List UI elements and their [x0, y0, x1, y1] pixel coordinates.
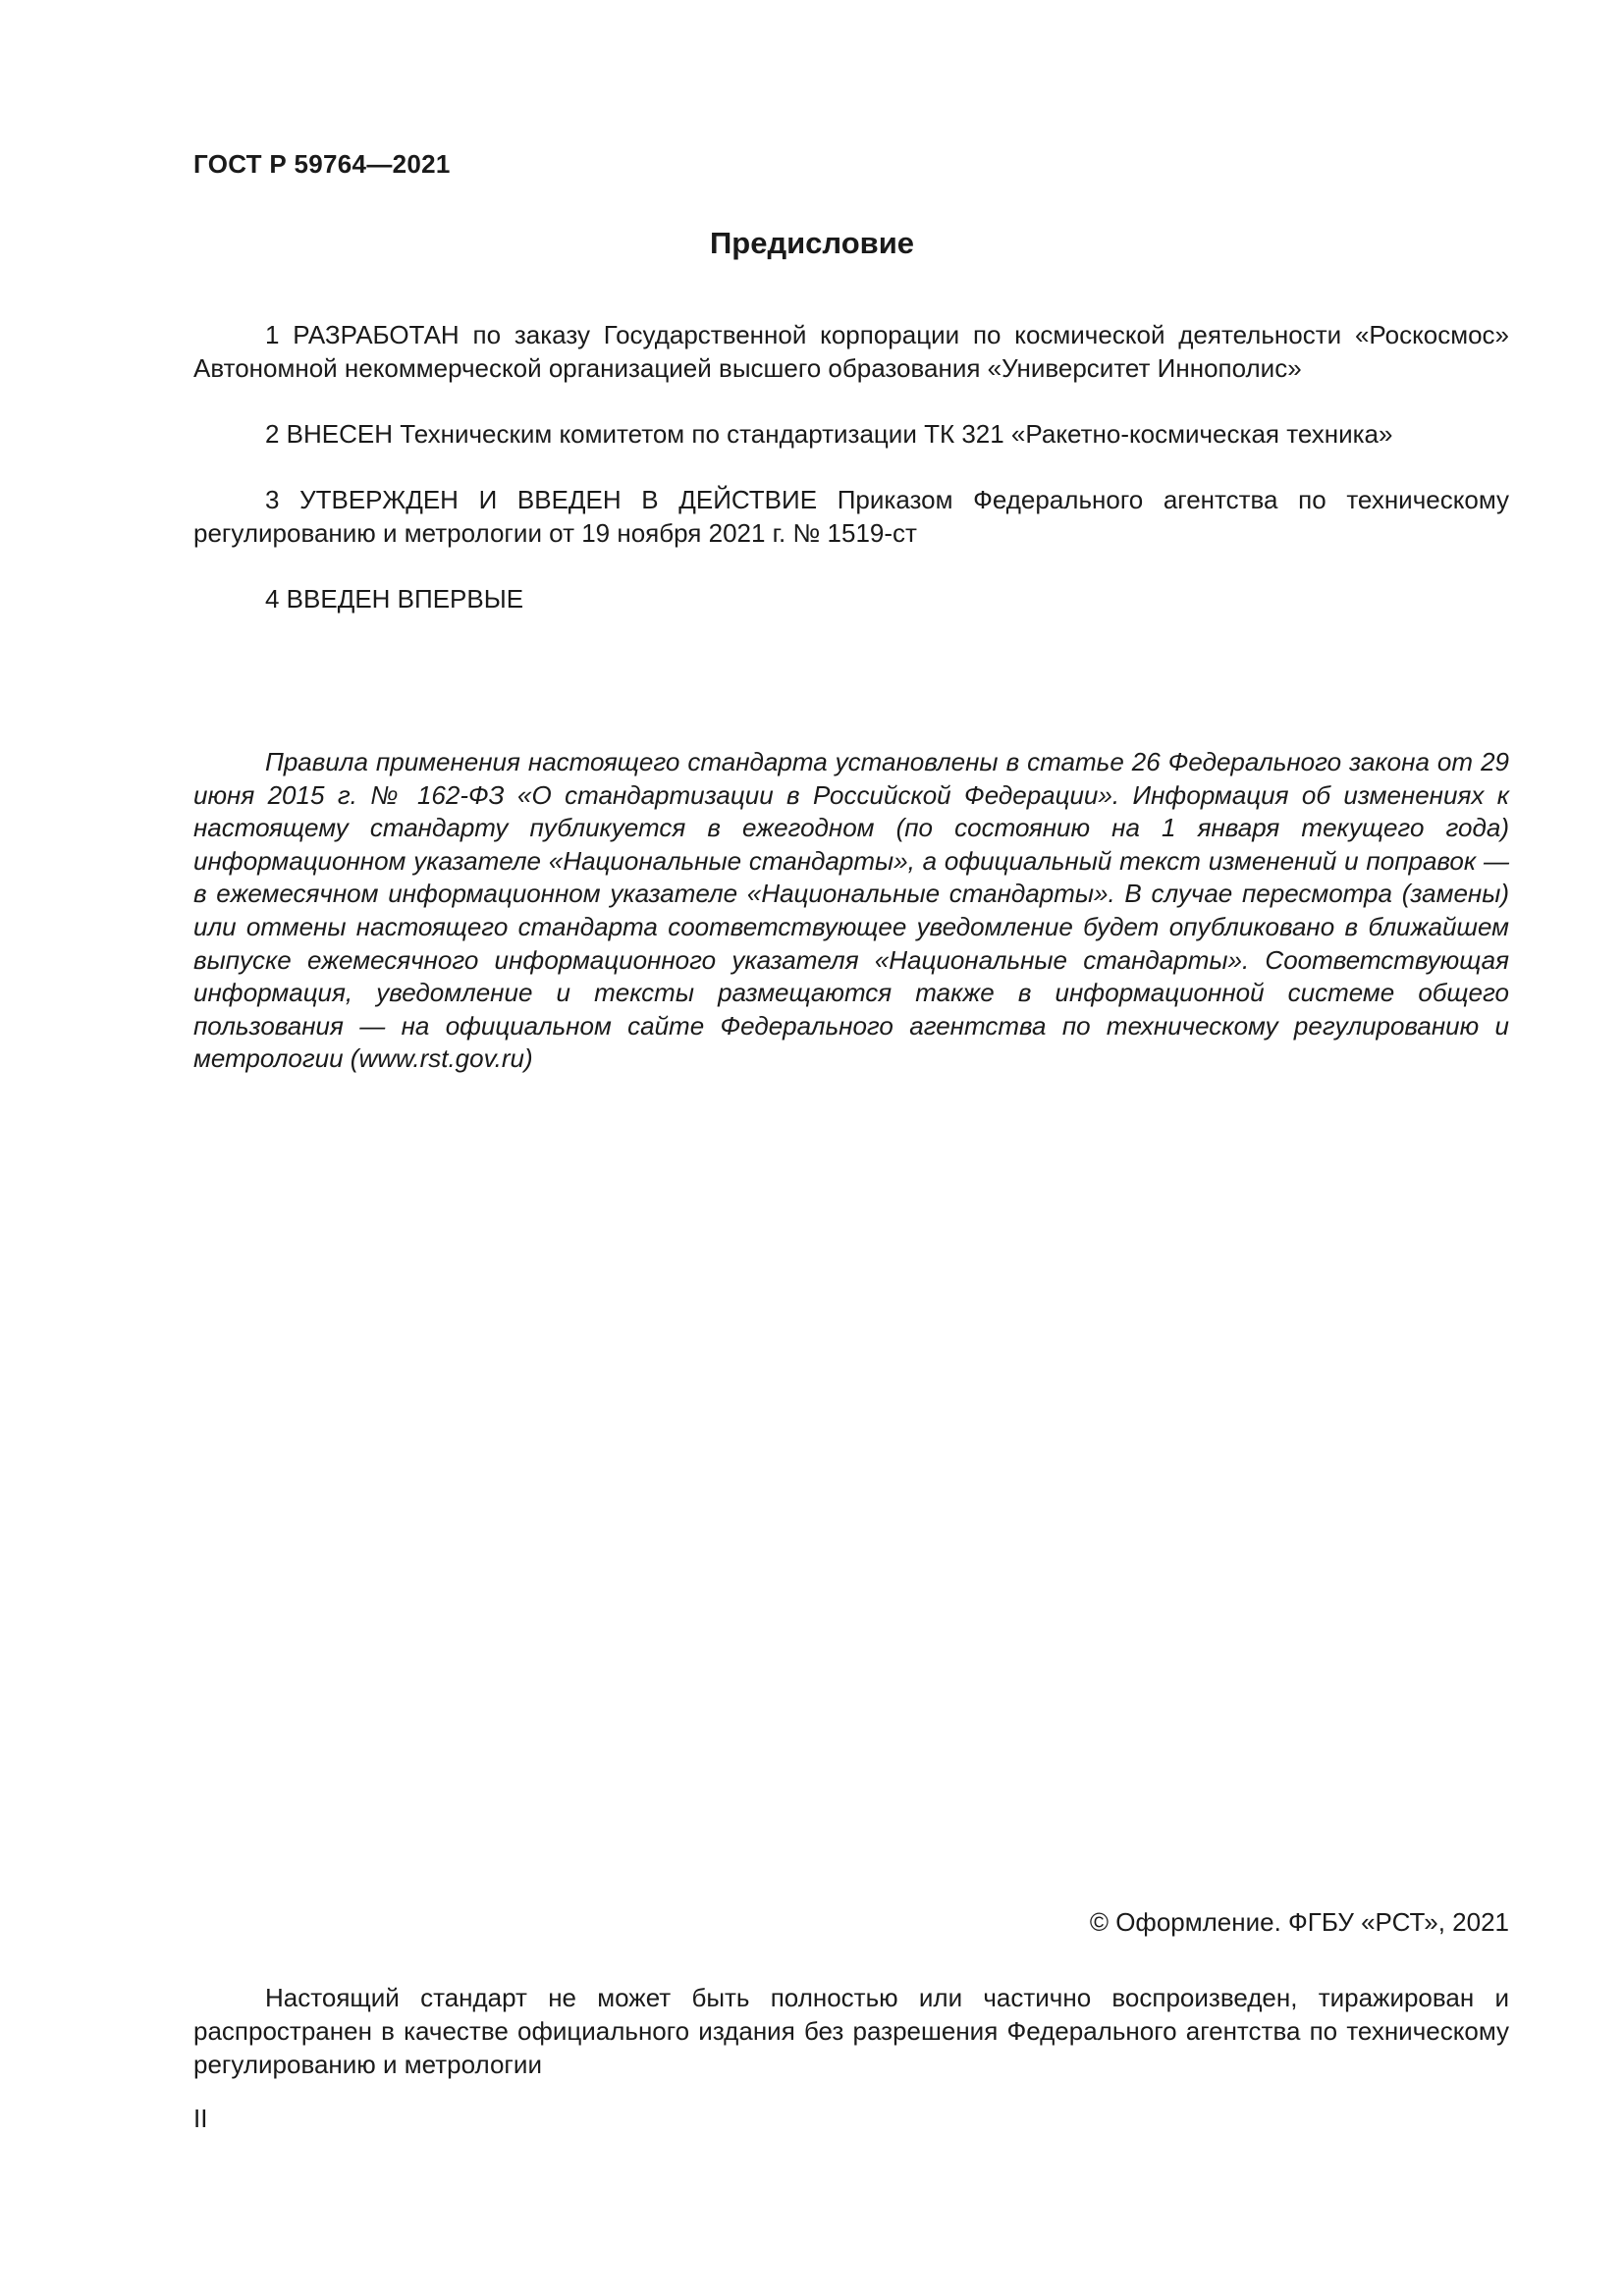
document-id: ГОСТ Р 59764—2021 — [193, 149, 451, 179]
reproduction-restriction: Настоящий стандарт не может быть полностью или частично воспроизведен, тиражирован и распространен в качестве официального издания без разрешения Федерального агентства по техническому регулированию и метрологии — [193, 1983, 1509, 2079]
application-rules-notice: Правила применения настоящего стандарта установлены в статье 26 Федерального закона от 29 июня 2015 г. № 162-ФЗ «О стандартизации в Российской Федерации». Информация об изменениях к настоящему стандарту публикуется в ежегодном (по состоянию на 1 января текущего года) информационном указателе «Национальные стандарты», а официальный текст изменений и поправок — в ежемесячном информационном указателе «Национальные стандарты». В случае пересмотра (замены) или отмены настоящего стандарта соответствующее уведомление будет опубликовано в ближайшем выпуске ежемесячного информационного указателя «Национальные стандарты». Соответствующая информация, уведомление и тексты размещаются также в информационной системе общего пользования — на официальном сайте Федерального агентства по техническому регулированию и метрологии (www.rst.gov.ru) — [193, 747, 1509, 1074]
foreword-item-2-text: Техническим комитетом по стандартизации ТК 321 «Ракетно-космическая техника» — [400, 419, 1393, 449]
foreword-item-3-text: Приказом Федерального агентства по техническому регулированию и метрологии от 19 ноября 2021 г. № 1519-ст — [193, 485, 1509, 548]
foreword-item-4-label: 4 ВВЕДЕН ВПЕРВЫЕ — [265, 584, 524, 614]
foreword-item-2-label: 2 ВНЕСЕН — [265, 419, 394, 449]
page-number: II — [193, 2104, 208, 2133]
copyright-notice: © Оформление. ФГБУ «РСТ», 2021 — [1089, 1907, 1509, 1937]
foreword-item-2 — [193, 417, 1509, 451]
foreword-item-3 — [193, 483, 1509, 550]
foreword-item-4 — [193, 582, 1509, 615]
foreword-item-1-text: по заказу Государственной корпорации по космической деятельности «Роскосмос» Автономной некоммерческой организацией высшего образования «Университет Иннополис» — [193, 320, 1509, 383]
foreword-item-1-label: 1 РАЗРАБОТАН — [265, 320, 460, 349]
foreword-item-3-label: 3 УТВЕРЖДЕН И ВВЕДЕН В ДЕЙСТВИЕ — [265, 485, 818, 514]
foreword-item-1 — [193, 318, 1509, 385]
page-title: Предисловие — [709, 226, 914, 260]
